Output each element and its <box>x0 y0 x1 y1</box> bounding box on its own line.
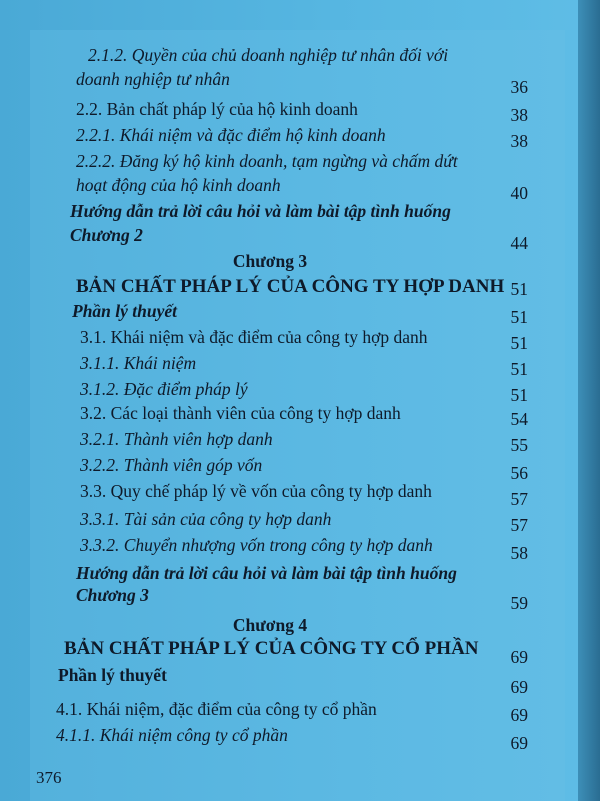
toc-entry-text: Chương 2 <box>70 225 143 245</box>
toc-entry-text: 3.2.2. Thành viên góp vốn <box>80 455 263 475</box>
toc-entry-page: 59 <box>510 593 528 613</box>
toc-entry-text: 3.3. Quy chế pháp lý về vốn của công ty hợp danh <box>80 481 432 501</box>
toc-entry-page: 57 <box>510 489 528 509</box>
toc-entry-page: 40 <box>510 183 528 203</box>
toc-entry-text: 2.2. Bản chất pháp lý của hộ kinh doanh <box>76 99 358 119</box>
toc-entry-text: 3.1.2. Đặc điểm pháp lý <box>80 379 248 399</box>
toc-entry-text: 2.1.2. Quyền của chủ doanh nghiệp tư nhân đối với <box>88 45 449 65</box>
toc-entry-page: 56 <box>510 463 528 483</box>
toc-entry-text: 4.1.1. Khái niệm công ty cổ phần <box>56 725 288 745</box>
toc-entry-page: 51 <box>510 359 528 379</box>
toc-entry-text: 4.1. Khái niệm, đặc điểm của công ty cổ phần <box>56 699 377 719</box>
toc-entry-text: Phần lý thuyết <box>58 665 167 685</box>
toc-entry-text: 3.2. Các loại thành viên của công ty hợp danh <box>80 403 401 423</box>
toc-entry-page: 55 <box>510 435 528 455</box>
toc-entry-text: Chương 3 <box>76 585 149 605</box>
toc-entry-text: Hướng dẫn trả lời câu hỏi và làm bài tập tình huống <box>76 563 457 583</box>
toc-entry-page: 44 <box>510 233 528 253</box>
toc-entry-text: 2.2.1. Khái niệm và đặc điểm hộ kinh doanh <box>76 125 386 145</box>
toc-entry-page: 69 <box>510 677 528 697</box>
toc-entry-page: 57 <box>510 515 528 535</box>
toc-entry-text: BẢN CHẤT PHÁP LÝ CỦA CÔNG TY HỢP DANH <box>76 276 505 297</box>
toc-entry-text: Phần lý thuyết <box>72 301 178 321</box>
toc-entry-text: Hướng dẫn trả lời câu hỏi và làm bài tập tình huống <box>70 201 451 221</box>
toc-entry-page: 69 <box>510 647 528 667</box>
toc-entry-page: 38 <box>510 105 528 125</box>
toc-entry-text: doanh nghiệp tư nhân <box>76 69 230 89</box>
toc-entry-text: 3.3.2. Chuyển nhượng vốn trong công ty hợp danh <box>80 535 433 555</box>
toc-entry-text: 3.1. Khái niệm và đặc điểm của công ty hợp danh <box>80 327 428 347</box>
chapter-label: Chương 4 <box>232 615 308 635</box>
toc-entry-text: 3.2.1. Thành viên hợp danh <box>80 429 273 449</box>
page-number: 376 <box>36 768 62 787</box>
toc-entry-page: 69 <box>510 705 528 725</box>
toc-entry-page: 51 <box>510 307 528 327</box>
toc-entry-text: 3.1.1. Khái niệm <box>80 353 197 373</box>
toc-entry-text: 2.2.2. Đăng ký hộ kinh doanh, tạm ngừng và chấm dứt <box>76 151 458 171</box>
toc-entry-page: 51 <box>510 279 528 299</box>
toc-entry-page: 51 <box>510 333 528 353</box>
toc-entry-page: 38 <box>510 131 528 151</box>
toc-entry-page: 58 <box>510 543 528 563</box>
toc-entry-page: 51 <box>510 385 528 405</box>
toc-entry-page: 69 <box>510 733 528 753</box>
chapter-label: Chương 3 <box>232 251 308 271</box>
toc-entry-text: 3.3.1. Tài sản của công ty hợp danh <box>80 509 332 529</box>
toc-entry-page: 54 <box>510 409 528 429</box>
toc-entry-page: 36 <box>510 77 528 97</box>
toc-entry-text: BẢN CHẤT PHÁP LÝ CỦA CÔNG TY CỔ PHẦN <box>64 638 479 659</box>
toc-entry-text: hoạt động của hộ kinh doanh <box>76 175 281 195</box>
